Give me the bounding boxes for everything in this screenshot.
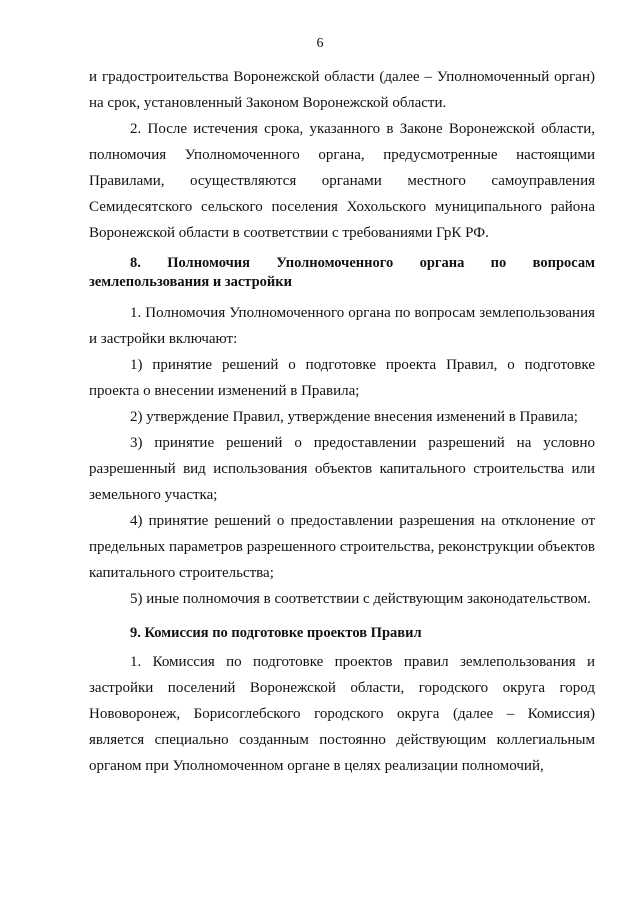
paragraph-8-1: 1. Полномочия Уполномоченного органа по вопросам землепользования и застройки включают: xyxy=(89,305,595,347)
list-item-2: 2) утверждение Правил, утверждение внесения изменений в Правила; xyxy=(130,409,578,425)
list-item-5: 5) иные полномочия в соответствии с действующим законодательством. xyxy=(130,591,591,607)
page-number: 6 xyxy=(316,36,324,51)
list-item-3: 3) принятие решений о предоставлении разрешений на условно разрешенный вид использования объектов капитального строительства или земельного участка; xyxy=(89,435,595,503)
list-item-4: 4) принятие решений о предоставлении разрешения на отклонение от предельных параметров разрешенного строительства, реконструкции объектов капитального строительства; xyxy=(89,513,595,581)
section-heading-9: 9. Комиссия по подготовке проектов Правил xyxy=(130,625,422,641)
section-heading-8: 8. Полномочия Уполномоченного органа по вопросам землепользования и застройки xyxy=(89,255,595,290)
paragraph-2: 2. После истечения срока, указанного в Законе Воронежской области, полномочия Уполномоченного органа, предусмотренные настоящими Правилами, осуществляются органами местного самоуправления Семидесятского сельского поселения Хохольского муниципального района Воронежской области в соответствии с требованиями ГрК РФ. xyxy=(89,121,595,241)
paragraph-9-1: 1. Комиссия по подготовке проектов правил землепользования и застройки поселений Воронежской области, городского округа город Нововоронеж, Борисоглебского городского округа (далее – Комиссия) является специально созданным постоянно действующим коллегиальным органом при Уполномоченном органе в целях реализации полномочий, xyxy=(89,654,595,774)
paragraph-continuation: и градостроительства Воронежской области (далее – Уполномоченный орган) на срок, установленный Законом Воронежской области. xyxy=(89,69,595,111)
list-item-1: 1) принятие решений о подготовке проекта Правил, о подготовке проекта о внесении изменений в Правила; xyxy=(89,357,595,399)
document-body xyxy=(89,64,595,779)
